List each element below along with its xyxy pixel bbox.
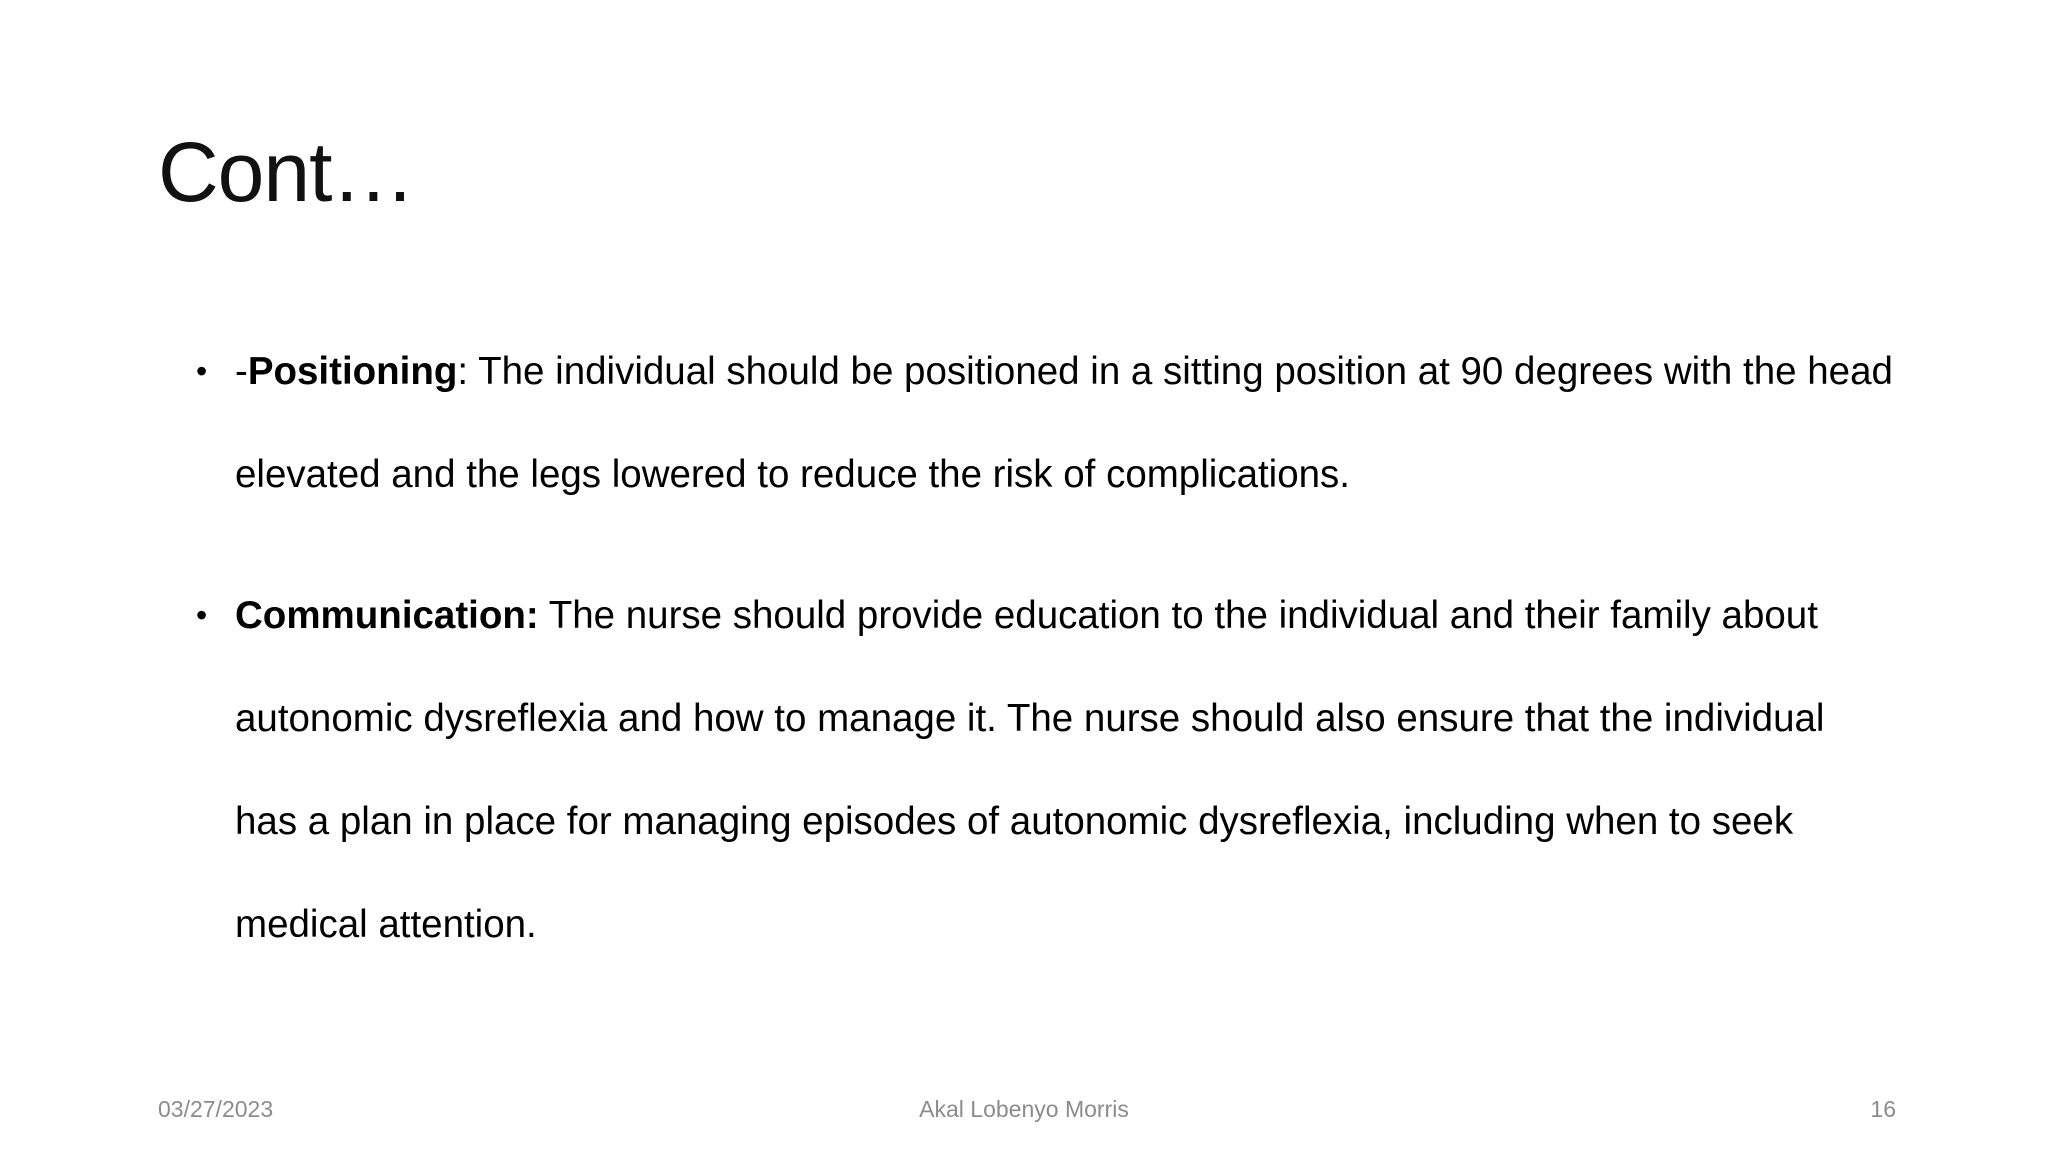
footer-page-number: 16 [1870, 1096, 1896, 1122]
bullet-term: Positioning [247, 350, 458, 393]
bullet-text: The nurse should provide education to the individual and their family about autonomic dysreflexia and how to manage it. The nurse should also ensure that the individual has a plan in place for managing episodes of autonomic dysreflexia, including when to seek medical attention. [235, 594, 1825, 946]
bullet-separator: : [457, 350, 469, 393]
slide-content [196, 320, 1896, 976]
bullet-positioning [196, 320, 1896, 526]
bullet-prefix: - [235, 350, 248, 393]
bullet-icon: • [196, 353, 208, 389]
bullet-icon: • [196, 597, 208, 633]
slide-title: Cont… [158, 125, 415, 219]
footer-date: 03/27/2023 [158, 1096, 274, 1122]
bullet-communication [196, 564, 1896, 976]
footer-author: Akal Lobenyo Morris [919, 1096, 1129, 1122]
bullet-term: Communication: [235, 594, 539, 637]
bullet-text: The individual should be positioned in a sitting position at 90 degrees with the head elevated and the legs lowered to reduce the risk of complications. [235, 350, 1893, 496]
